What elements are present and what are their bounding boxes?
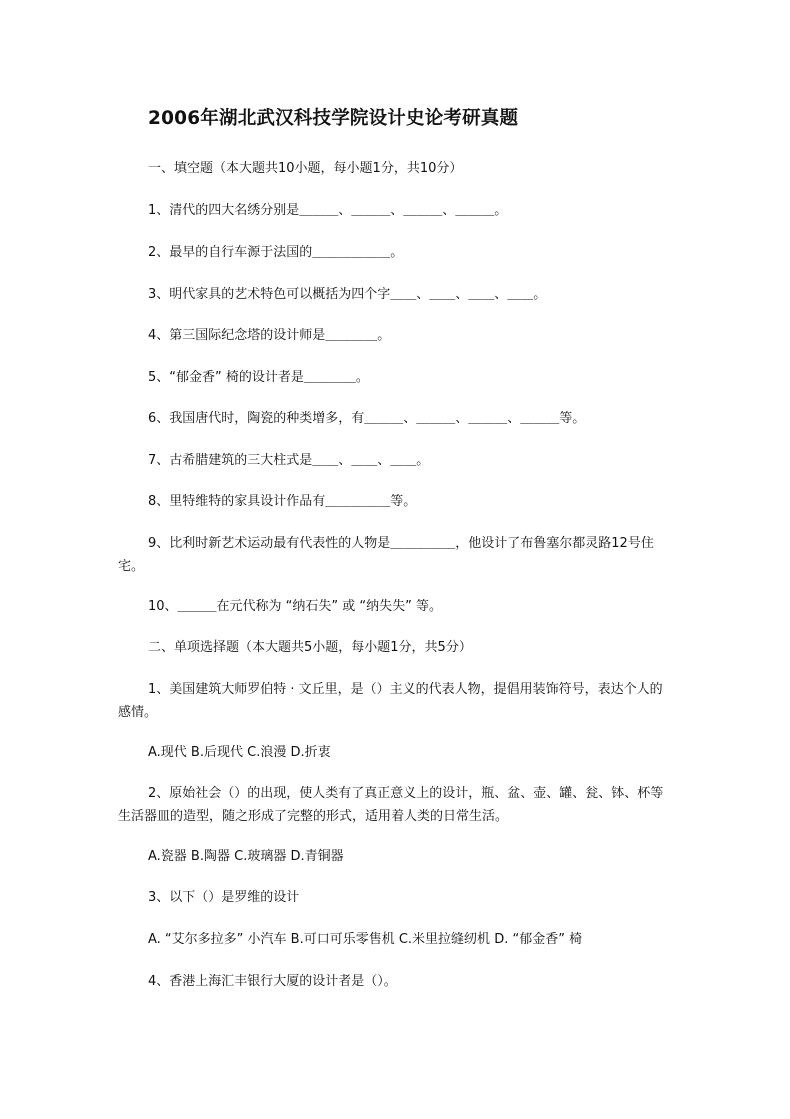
fill-question-6: 6、我国唐代时，陶瓷的种类增多，有＿＿＿、＿＿＿、＿＿＿、＿＿＿等。 bbox=[148, 411, 586, 426]
fill-question-3: 3、明代家具的艺术特色可以概括为四个字＿＿、＿＿、＿＿、＿＿。 bbox=[148, 287, 547, 302]
choice-options-3: A. “艾尔多拉多” 小汽车 B.可口可乐零售机 C.米里拉缝纫机 D. “郁金香” 椅 bbox=[148, 932, 583, 947]
section-heading-choice: 二、单项选择题（本大题共5小题，每小题1分，共5分） bbox=[148, 640, 472, 655]
page-title: 2006年湖北武汉科技学院设计史论考研真题 bbox=[148, 108, 519, 129]
fill-question-8: 8、里特维特的家具设计作品有＿＿＿＿＿等。 bbox=[148, 494, 417, 509]
choice-question-4: 4、香港上海汇丰银行大厦的设计者是（）。 bbox=[148, 974, 397, 989]
fill-question-4: 4、第三国际纪念塔的设计师是＿＿＿＿。 bbox=[148, 328, 391, 343]
choice-options-1: A.现代 B.后现代 C.浪漫 D.折衷 bbox=[148, 745, 331, 760]
fill-question-2: 2、最早的自行车源于法国的＿＿＿＿＿＿。 bbox=[148, 245, 404, 260]
fill-question-9: 9、比利时新艺术运动最有代表性的人物是＿＿＿＿＿，他设计了布鲁塞尔都灵路12号住宅。 bbox=[118, 536, 654, 574]
fill-question-7: 7、古希腊建筑的三大柱式是＿＿、＿＿、＿＿。 bbox=[148, 453, 430, 468]
choice-question-3: 3、以下（）是罗维的设计 bbox=[148, 890, 300, 905]
choice-options-2: A.瓷器 B.陶器 C.玻璃器 D.青铜器 bbox=[148, 849, 344, 864]
fill-question-5: 5、“郁金香” 椅的设计者是＿＿＿＿。 bbox=[148, 370, 369, 385]
choice-question-2: 2、原始社会（）的出现，使人类有了真正意义上的设计，瓶、盆、壶、罐、瓮、钵、杯等生活器皿的造型，随之形成了完整的形式，适用着人类的日常生活。 bbox=[118, 786, 664, 824]
choice-question-1: 1、美国建筑大师罗伯特 · 文丘里，是（）主义的代表人物，提倡用装饰符号，表达个人的感情。 bbox=[118, 682, 663, 720]
fill-question-10: 10、＿＿＿在元代称为 “纳石失” 或 “纳失失” 等。 bbox=[148, 599, 443, 614]
fill-question-1: 1、清代的四大名绣分别是＿＿＿、＿＿＿、＿＿＿、＿＿＿。 bbox=[148, 203, 508, 218]
section-heading-fill-in: 一、填空题（本大题共10小题，每小题1分，共10分） bbox=[148, 161, 463, 176]
